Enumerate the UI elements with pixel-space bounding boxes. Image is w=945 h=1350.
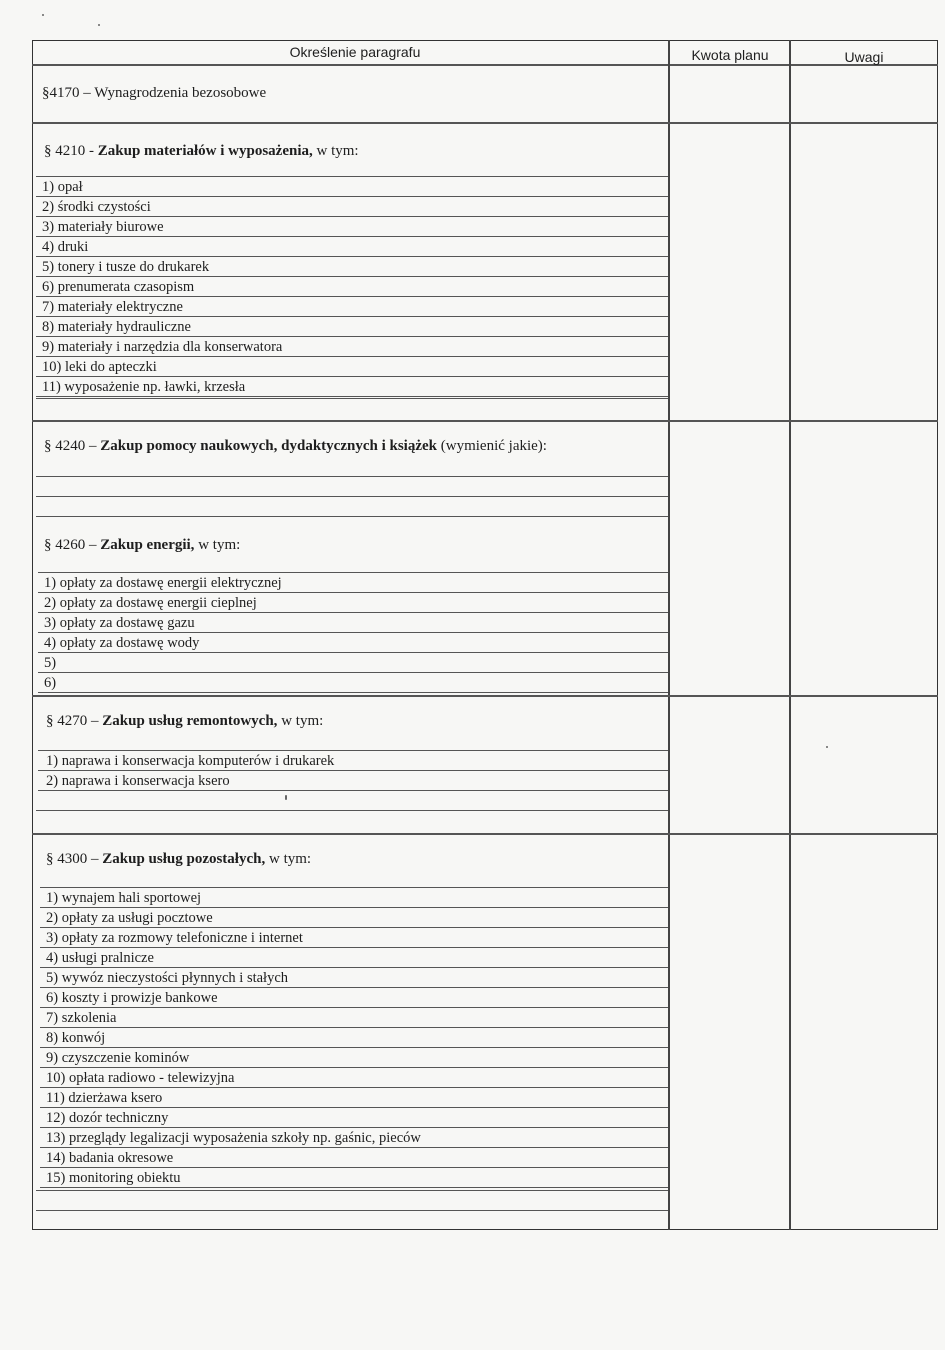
section-4270-bold: Zakup usług remontowych, xyxy=(102,713,278,729)
section-4170-title: §4170 – Wynagrodzenia bezosobowe xyxy=(42,85,267,101)
section-4260-suffix: w tym: xyxy=(194,537,241,553)
list-item: 8) konwój xyxy=(46,1030,106,1046)
section-rule xyxy=(32,420,938,422)
list-item: 4) druki xyxy=(42,239,89,255)
row-rule xyxy=(38,572,668,573)
scan-speck xyxy=(42,14,44,16)
row-rule xyxy=(40,947,668,948)
row-rule xyxy=(38,750,668,751)
row-rule xyxy=(40,1007,668,1008)
list-item: 12) dozór techniczny xyxy=(46,1110,169,1126)
list-item: 5) tonery i tusze do drukarek xyxy=(42,259,210,275)
list-item: 2) naprawa i konserwacja ksero xyxy=(46,773,230,789)
list-item: 9) materiały i narzędzia dla konserwatora xyxy=(42,339,283,355)
section-4240-suffix: (wymienić jakie): xyxy=(437,438,547,454)
scan-speck xyxy=(285,795,287,800)
list-item: 13) przeglądy legalizacji wyposażenia szkoły np. gaśnic, pieców xyxy=(46,1130,421,1146)
section-4300-prefix: § 4300 – xyxy=(46,851,103,867)
row-rule xyxy=(36,316,668,317)
list-item: 5) xyxy=(44,655,57,671)
row-rule xyxy=(40,1087,668,1088)
row-rule xyxy=(38,652,668,653)
list-item: 6) prenumerata czasopism xyxy=(42,279,195,295)
list-item: 2) opłaty za dostawę energii cieplnej xyxy=(44,595,257,611)
section-4240-prefix: § 4240 – xyxy=(44,438,101,454)
row-rule xyxy=(40,1147,668,1148)
list-item: 1) opłaty za dostawę energii elektrycznej xyxy=(44,575,282,591)
row-rule xyxy=(36,496,668,497)
row-rule xyxy=(36,196,668,197)
header-col-description: Określenie paragrafu xyxy=(289,44,421,60)
list-item: 8) materiały hydrauliczne xyxy=(42,319,191,335)
row-rule xyxy=(36,376,668,377)
section-4210-prefix: § 4210 - xyxy=(44,143,98,159)
section-4240-bold: Zakup pomocy naukowych, dydaktycznych i książek xyxy=(100,438,437,454)
scan-speck xyxy=(98,24,100,26)
list-item: 10) opłata radiowo - telewizyjna xyxy=(46,1070,235,1086)
row-rule xyxy=(40,907,668,908)
row-rule xyxy=(38,632,668,633)
row-rule xyxy=(40,1107,668,1108)
list-item: 11) wyposażenie np. ławki, krzesła xyxy=(42,379,246,395)
row-rule xyxy=(38,612,668,613)
list-item: 7) szkolenia xyxy=(46,1010,117,1026)
row-rule xyxy=(36,516,668,517)
list-item: 15) monitoring obiektu xyxy=(46,1170,181,1186)
header-col-amount: Kwota planu xyxy=(691,47,769,63)
list-item: 1) opał xyxy=(42,179,83,195)
row-rule xyxy=(36,176,668,177)
row-rule xyxy=(36,396,668,397)
column-divider-notes xyxy=(789,40,791,1230)
row-rule xyxy=(40,927,668,928)
section-4260-bold: Zakup energii, xyxy=(100,537,195,553)
row-rule xyxy=(40,1167,668,1168)
row-rule xyxy=(38,592,668,593)
list-item: 4) usługi pralnicze xyxy=(46,950,154,966)
section-4270-prefix: § 4270 – xyxy=(46,713,103,729)
list-item: 3) materiały biurowe xyxy=(42,219,164,235)
list-item: 2) opłaty za usługi pocztowe xyxy=(46,910,213,926)
row-rule xyxy=(36,476,668,477)
list-item: 7) materiały elektryczne xyxy=(42,299,183,315)
row-rule xyxy=(36,336,668,337)
row-rule xyxy=(40,1067,668,1068)
row-rule xyxy=(36,236,668,237)
row-rule xyxy=(36,356,668,357)
row-rule xyxy=(38,790,668,791)
row-rule xyxy=(38,770,668,771)
section-4300-bold: Zakup usług pozostałych, xyxy=(102,851,266,867)
row-rule xyxy=(36,216,668,217)
list-item: 3) opłaty za dostawę gazu xyxy=(44,615,195,631)
row-rule xyxy=(36,256,668,257)
row-rule xyxy=(40,967,668,968)
section-4210-title xyxy=(44,142,359,160)
list-item: 1) naprawa i konserwacja komputerów i drukarek xyxy=(46,753,335,769)
section-4260-title xyxy=(44,536,240,554)
row-rule xyxy=(36,1210,668,1211)
section-4240-title xyxy=(44,437,547,455)
section-4260-prefix: § 4260 – xyxy=(44,537,101,553)
section-rule xyxy=(32,833,938,835)
row-rule xyxy=(36,276,668,277)
section-rule xyxy=(32,695,938,697)
section-4270-suffix: w tym: xyxy=(277,713,324,729)
list-item: 4) opłaty za dostawę wody xyxy=(44,635,200,651)
list-item: 5) wywóz nieczystości płynnych i stałych xyxy=(46,970,289,986)
row-rule xyxy=(38,672,668,673)
section-4300-suffix: w tym: xyxy=(265,851,312,867)
column-divider-amount xyxy=(668,40,670,1230)
row-rule xyxy=(38,692,668,693)
list-item: 14) badania okresowe xyxy=(46,1150,174,1166)
list-item: 9) czyszczenie kominów xyxy=(46,1050,190,1066)
row-rule xyxy=(40,1047,668,1048)
row-rule xyxy=(36,810,668,811)
section-4270-title xyxy=(46,712,323,730)
scan-speck xyxy=(826,746,828,748)
list-item: 11) dzierżawa ksero xyxy=(46,1090,163,1106)
row-rule xyxy=(36,1190,668,1191)
row-rule xyxy=(40,1127,668,1128)
list-item: 3) opłaty za rozmowy telefoniczne i internet xyxy=(46,930,303,946)
row-rule xyxy=(40,1027,668,1028)
section-4300-title xyxy=(46,850,311,868)
section-rule xyxy=(32,122,938,124)
row-rule xyxy=(40,1187,668,1188)
row-rule xyxy=(40,887,668,888)
section-4210-bold: Zakup materiałów i wyposażenia, xyxy=(97,143,313,159)
row-rule xyxy=(36,398,668,399)
list-item: 6) koszty i prowizje bankowe xyxy=(46,990,218,1006)
row-rule xyxy=(40,987,668,988)
list-item: 1) wynajem hali sportowej xyxy=(46,890,202,906)
header-col-notes: Uwagi xyxy=(844,49,884,65)
row-rule xyxy=(36,296,668,297)
section-4210-suffix: w tym: xyxy=(312,143,359,159)
list-item: 10) leki do apteczki xyxy=(42,359,157,375)
list-item: 6) xyxy=(44,675,57,691)
list-item: 2) środki czystości xyxy=(42,199,151,215)
